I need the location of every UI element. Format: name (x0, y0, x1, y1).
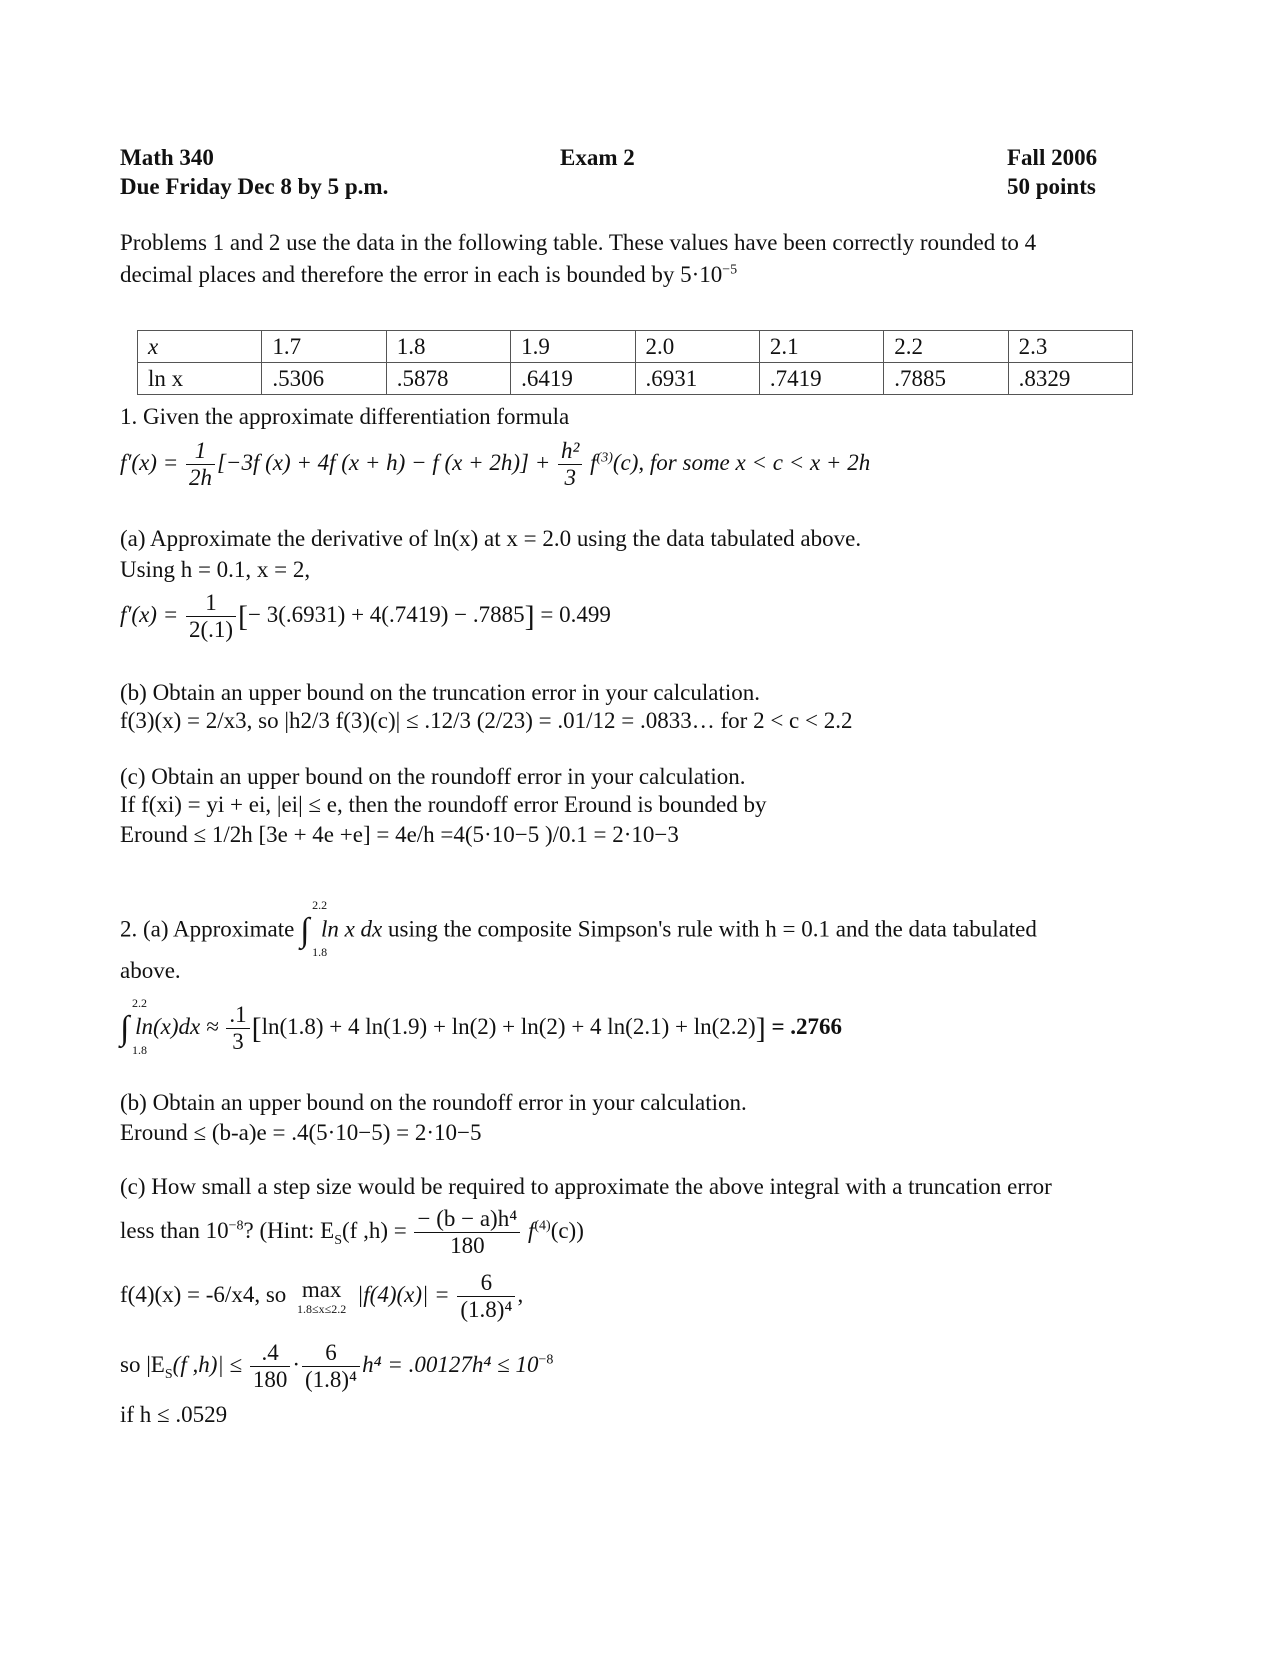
integral-sign: ∫ 2.2 1.8 (120, 995, 147, 1057)
table-cell: 1.9 (511, 331, 635, 363)
integral-sign: ∫ 2.2 1.8 (300, 898, 328, 959)
table-cell: .8329 (1008, 363, 1132, 395)
p1c-answer-2: Eround ≤ 1/2h [3e + 4e +e] = 4e/h =4(5·10−5 )/0.1 = 2·10−3 (120, 822, 679, 847)
intro-line-2: decimal places and therefore the error in each is bounded by $5\cdot 10^{-5}$ (120, 262, 738, 287)
p2c-line-1: f(4)(x) = -6/x4, so max 1.8≤x≤2.2 |f(4)(x)| = $\frac{6}{\text{(1.8)⁴}}$ , (120, 1270, 524, 1323)
intro-line-1: Problems 1 and 2 use the data in the following table. These values have been correctly rounded to 4 (120, 230, 1037, 255)
table-cell: .6931 (635, 363, 759, 395)
p1b-question: (b) Obtain an upper bound on the truncation error in your calculation. (120, 680, 760, 705)
table-row-x (138, 331, 1133, 363)
p2b-answer: Eround ≤ (b-a)e = .4(5·10−5) = 2·10−5 (120, 1120, 482, 1145)
exam-title: Exam 2 (560, 145, 635, 170)
table-cell: .7419 (759, 363, 883, 395)
p2a-question: 2. (a) Approximate ∫ 2.2 1.8 ln x dx using the composite Simpson's rule with h = 0.1 and the data tabulated (120, 898, 1037, 959)
table-cell: 2.3 (1008, 331, 1132, 363)
p1a-question: (a) Approximate the derivative of ln(x) at x = 2.0 using the data tabulated above. (120, 526, 862, 551)
p1-title: 1. Given the approximate differentiation formula (120, 404, 570, 429)
p1c-answer-1: If f(xi) = yi + ei, |ei| ≤ e, then the roundoff error Eround is bounded by (120, 792, 767, 817)
p1b-answer: f(3)(x) = 2/x3, so |h2/3 f(3)(c)| ≤ .12/3 (2/23) = .01/12 = .0833… for 2 < c < 2.2 (120, 708, 853, 733)
due-date: Due Friday Dec 8 by 5 p.m. (120, 174, 389, 199)
p1a-using: Using h = 0.1, x = 2, (120, 557, 311, 582)
table-cell: .6419 (511, 363, 635, 395)
table-cell: 1.7 (262, 331, 386, 363)
p2a-calc: ∫ 2.2 1.8 ln(x)dx ≈ $\frac{.1}{3}$ [ln(1.8) + 4 ln(1.9) + ln(2) + ln(2) + 4 ln(2.1) + ln(2.2)] = .2766 (120, 995, 843, 1057)
points: 50 points (1007, 174, 1096, 199)
table-row-lnx (138, 363, 1133, 395)
p1c-question: (c) Obtain an upper bound on the roundoff error in your calculation. (120, 764, 746, 789)
table-header-cell: x (138, 331, 262, 363)
table-cell: 2.2 (884, 331, 1008, 363)
table-cell: 2.0 (635, 331, 759, 363)
table-cell: 1.8 (386, 331, 510, 363)
data-table (137, 330, 1133, 395)
p2b-question: (b) Obtain an upper bound on the roundoff error in your calculation. (120, 1090, 747, 1115)
course-title: Math 340 (120, 145, 214, 170)
term: Fall 2006 (1007, 145, 1098, 170)
table-cell: .5878 (386, 363, 510, 395)
p1-formula: f′(x) = $\frac{1}{2h}$ [−3f (x) + 4f (x + h) − f (x + 2h)] + $\frac{\text{h²}}{3}$ $f^{(3)}(c)$, for some x < c < x + 2h (120, 438, 871, 491)
p2c-line-3: if h ≤ .0529 (120, 1402, 228, 1427)
table-cell: .7885 (884, 363, 1008, 395)
p2a-above: above. (120, 958, 181, 983)
table-cell: 2.1 (759, 331, 883, 363)
p2c-line-2: so $|E_S(f$ ,h)| ≤ $\frac{.4}{180}$ · $\frac{6}{\text{(1.8)⁴}}$ $h^4 = .00127h^4 \le 10^{-8}$ (120, 1340, 554, 1393)
table-header-cell: ln x (138, 363, 262, 395)
table-cell: .5306 (262, 363, 386, 395)
p1a-calc: f′(x) = $\frac{1}{2(.1)}$ [− 3(.6931) + 4(.7419) − .7885] = 0.499 (120, 590, 611, 643)
p2c-question-1: (c) How small a step size would be required to approximate the above integral with a truncation error (120, 1174, 1052, 1199)
p2c-question-2: less than $10^{-8}$? (Hint: $E_S(f$ ,h) = $\frac{\text{− (b − a)h⁴}}{180}$ $f^{(4)}(c)$) (120, 1206, 584, 1259)
